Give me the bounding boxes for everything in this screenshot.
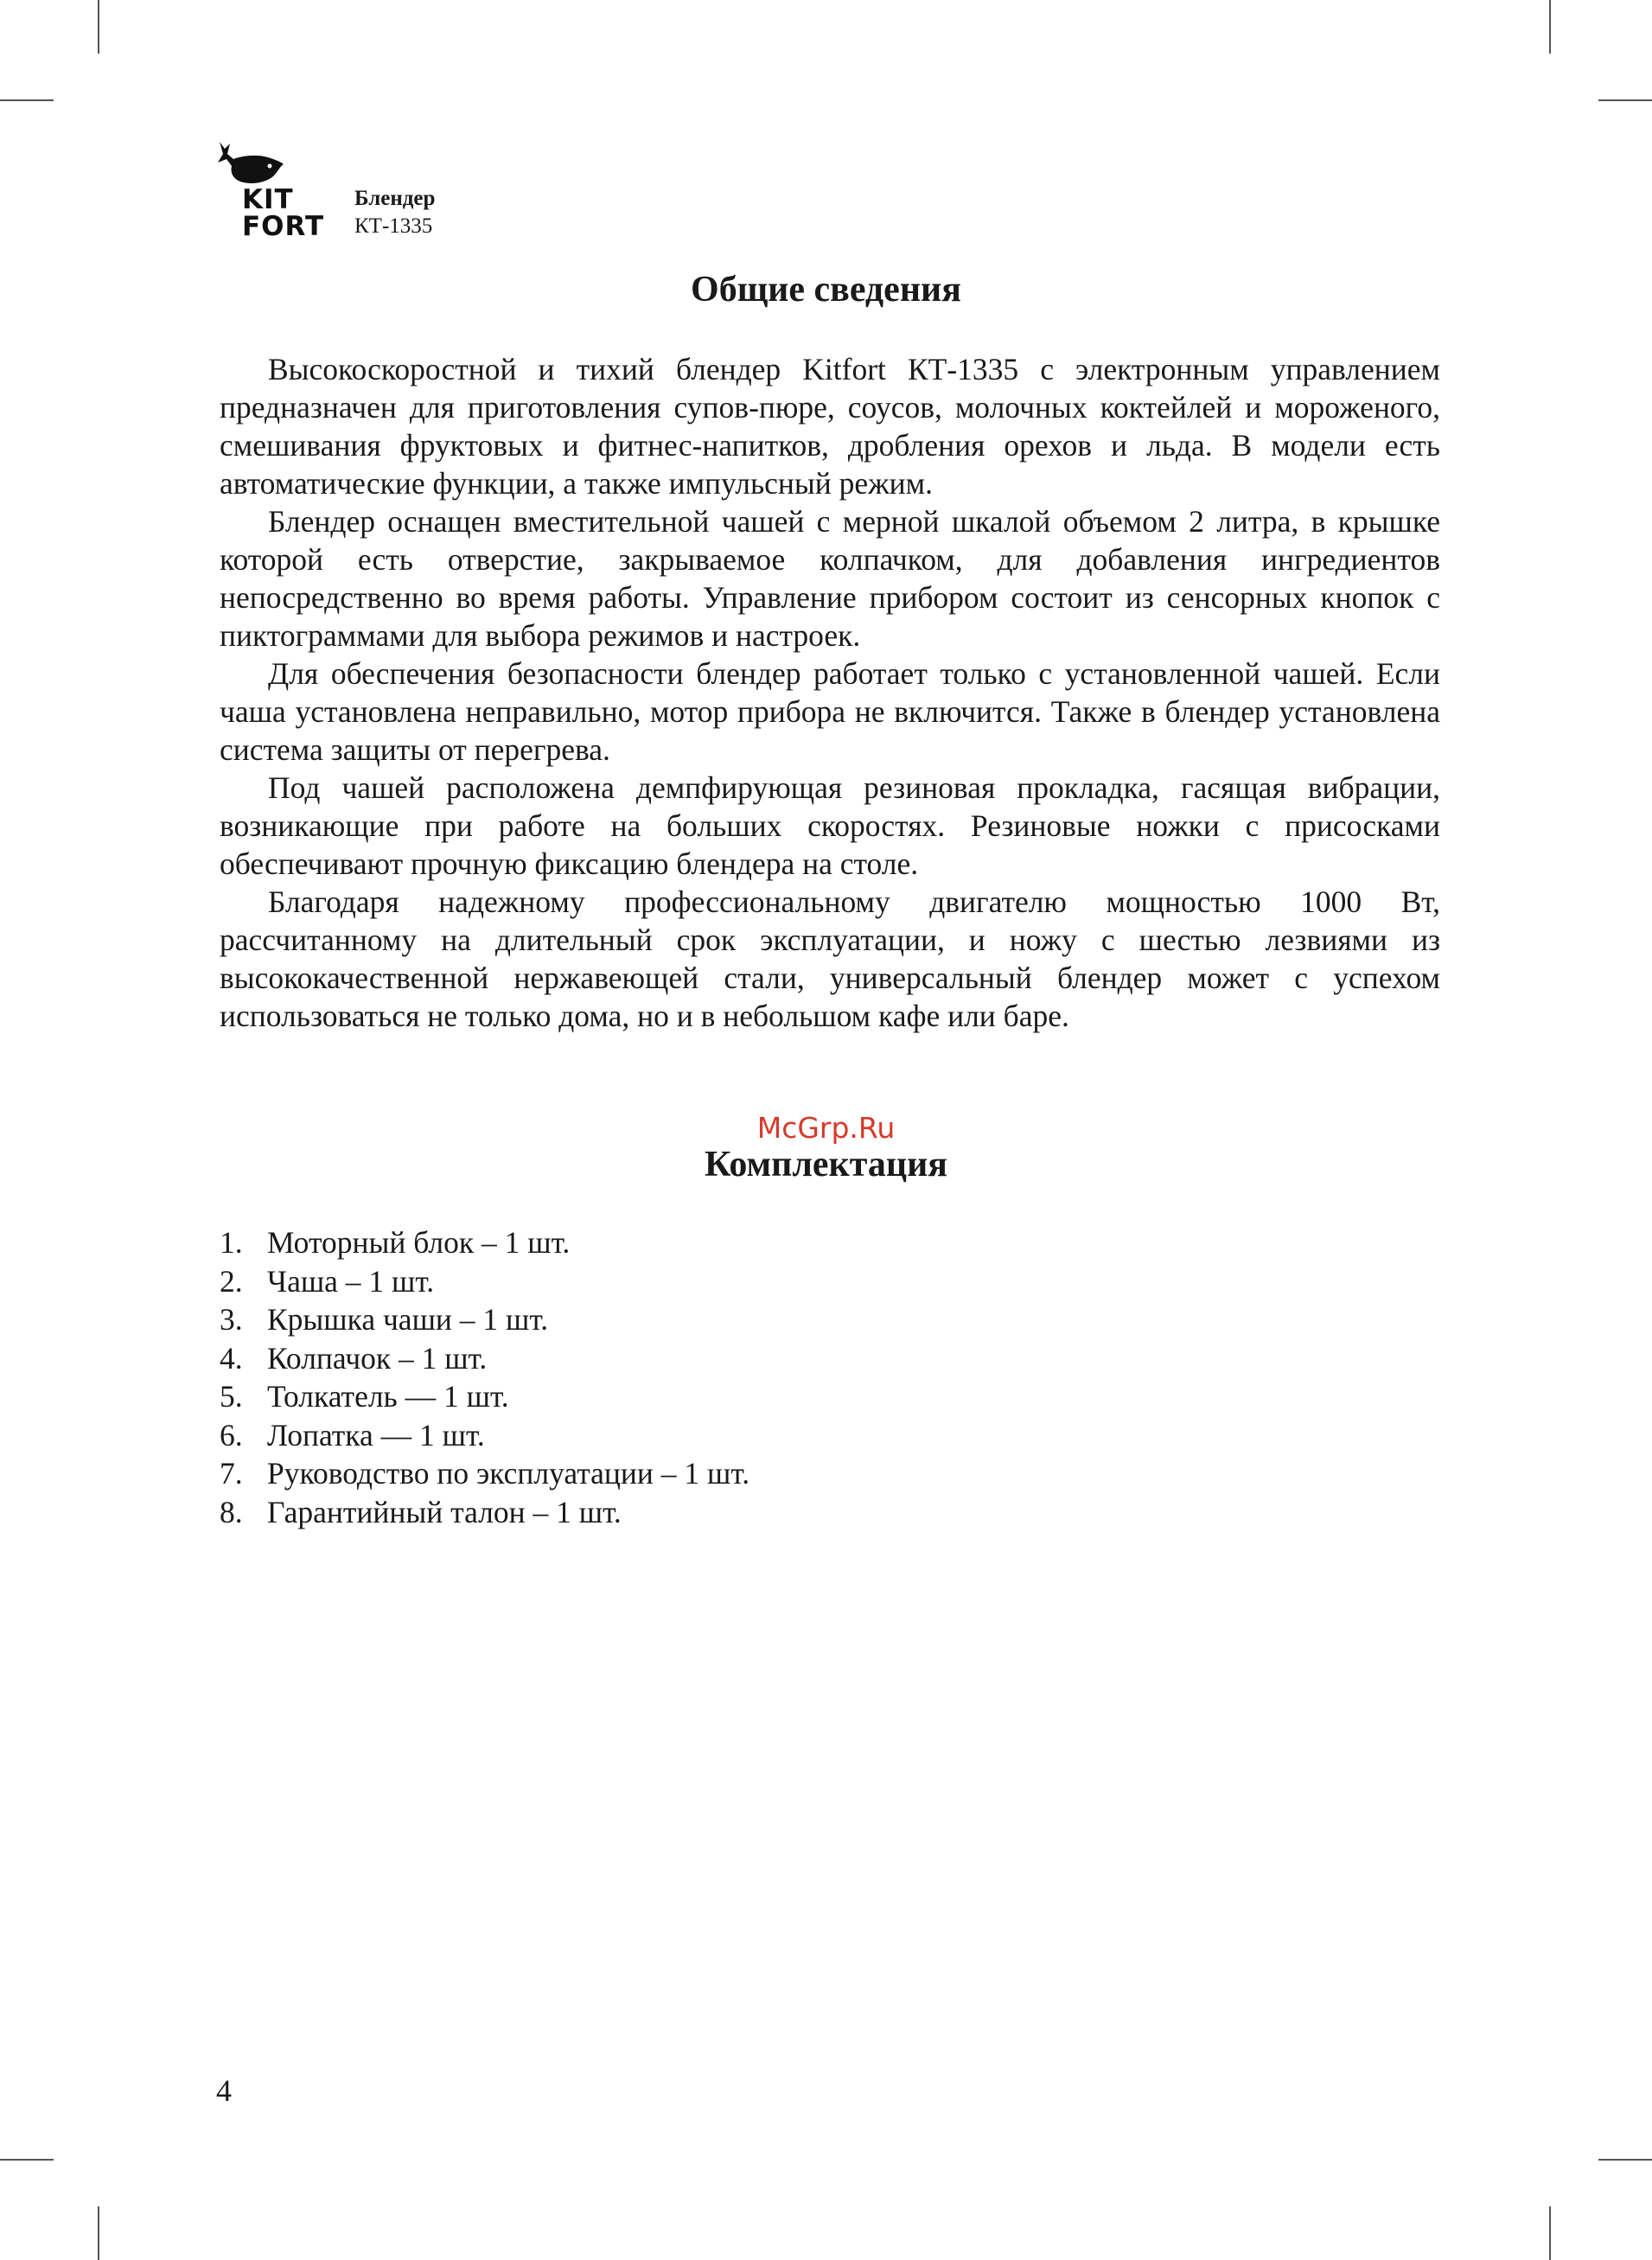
paragraph: Для обеспечения безопасности блендер работает только с установленной чашей. Если чаша установлена неправильно, мотор прибора не включится. Также в блендер установлена система защиты от перегрева.: [220, 656, 1440, 767]
logo-text-line-2: FORT: [242, 211, 325, 242]
list-item: [220, 1493, 1084, 1532]
list-item: [220, 1300, 1084, 1339]
contents-list: [220, 1223, 1084, 1531]
crop-mark-bottom-right: [1598, 2159, 1652, 2161]
paragraph: Под чашей расположена демпфирующая резиновая прокладка, гасящая вибрации, возникающие при работе на больших скоростях. Резиновые ножки с присосками обеспечивают прочную фиксацию блендера на столе.: [220, 770, 1440, 881]
list-item-number: 5.: [220, 1379, 243, 1414]
page-number: 4: [216, 2073, 232, 2108]
paragraph: Блендер оснащен вместительной чашей с мерной шкалой объемом 2 литра, в крышке которой есть отверстие, закрываемое колпачком, для добавления ингредиентов непосредственно во время работы. Управление прибором состоит из сенсорных кнопок с пиктограммами для выбора режимов и настроек.: [220, 504, 1440, 653]
list-item-number: 2.: [220, 1263, 243, 1299]
crop-mark-bottom-left: [0, 2159, 54, 2161]
logo-text-line-1: KIT: [242, 184, 294, 215]
product-model: КТ-1335: [354, 214, 433, 238]
crop-mark-bottom-left: [98, 2206, 99, 2260]
section-title-general: Общие сведения: [691, 270, 961, 310]
paragraph: Высокоскоростной и тихий блендер Kitfort КТ-1335 с электронным управлением предназначен для приготовления супов-пюре, соусов, молочных коктейлей и мороженого, смешивания фруктовых и фитнес-напитков, дробления орехов и льда. В модели есть автоматические функции, а также импульсный режим.: [220, 352, 1440, 501]
document-header: [216, 137, 562, 245]
list-item-text: Колпачок – 1 шт.: [267, 1340, 488, 1376]
list-item-text: Чаша – 1 шт.: [267, 1263, 435, 1299]
crop-mark-top-left: [0, 99, 54, 101]
list-item-text: Крышка чаши – 1 шт.: [267, 1302, 549, 1337]
list-item-text: Руководство по эксплуатации – 1 шт.: [267, 1456, 750, 1491]
list-item: [220, 1339, 1084, 1378]
product-info: [354, 185, 435, 240]
list-item: [220, 1377, 1084, 1416]
list-item-text: Моторный блок – 1 шт.: [267, 1225, 571, 1260]
list-item-number: 1.: [220, 1225, 243, 1260]
crop-mark-top-left: [98, 0, 99, 54]
list-item-number: 8.: [220, 1494, 243, 1529]
general-body: [220, 350, 1440, 1035]
paragraph: Благодаря надежному профессиональному двигателю мощностью 1000 Вт, рассчитанному на длительный срок эксплуатации, и ножу с шестью лезвиями из высококачественной нержавеющей стали, универсальный блендер может с успехом использоваться не только дома, но и в небольшом кафе или баре.: [220, 884, 1440, 1033]
list-item-text: Гарантийный талон – 1 шт.: [267, 1494, 622, 1529]
section-title-contents: Комплектация: [704, 1145, 948, 1184]
list-item: [220, 1223, 1084, 1262]
list-item-number: 6.: [220, 1417, 243, 1452]
crop-mark-top-right: [1598, 99, 1652, 101]
list-item-text: Лопатка — 1 шт.: [267, 1417, 485, 1452]
product-name: Блендер: [354, 187, 436, 210]
crop-mark-bottom-right: [1549, 2206, 1551, 2260]
list-item-number: 7.: [220, 1456, 243, 1491]
list-item-number: 4.: [220, 1340, 243, 1376]
list-item-text: Толкатель — 1 шт.: [267, 1379, 509, 1414]
list-item: [220, 1262, 1084, 1301]
kitfort-logo: [216, 137, 328, 245]
whale-icon: [216, 137, 285, 188]
watermark: McGrp.Ru: [756, 1111, 896, 1145]
list-item-number: 3.: [220, 1302, 243, 1337]
list-item: [220, 1416, 1084, 1455]
crop-mark-top-right: [1549, 0, 1551, 54]
list-item: [220, 1454, 1084, 1493]
